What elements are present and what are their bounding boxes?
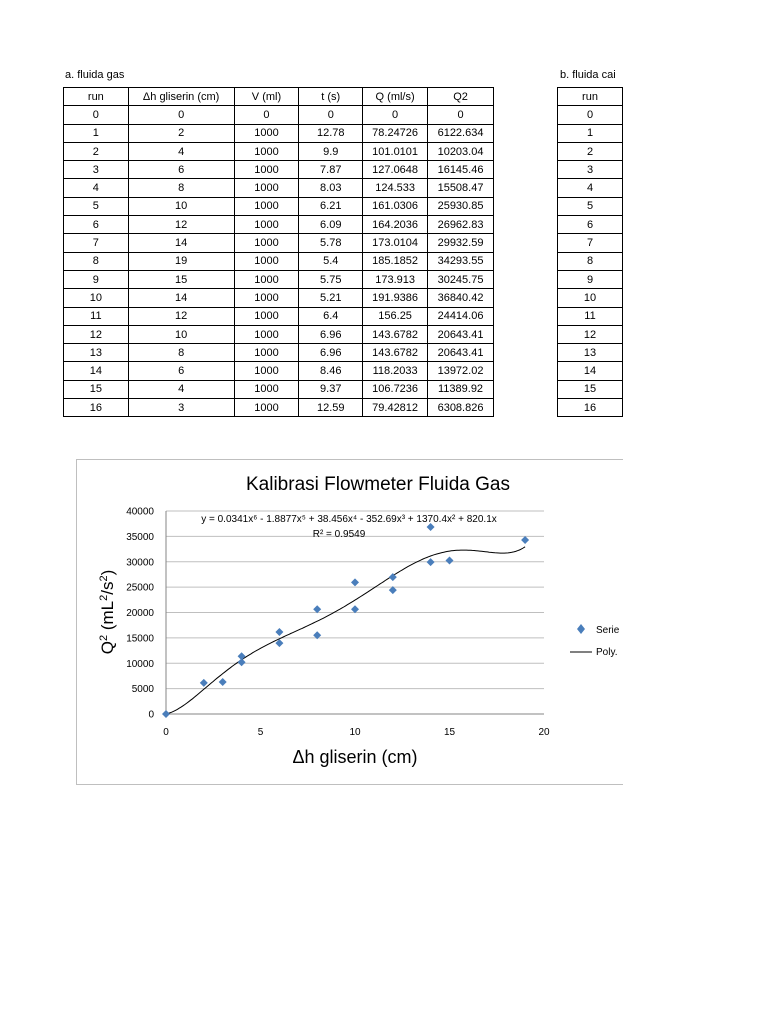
y-tick-label: 25000 [126, 582, 154, 594]
table-cell: 26962.83 [428, 216, 494, 234]
data-point-marker [446, 557, 454, 565]
table-cell: 1000 [234, 399, 299, 417]
data-point-marker [351, 578, 359, 586]
table-cell: 14 [558, 362, 623, 380]
x-tick-label: 0 [163, 727, 169, 738]
table-cell: 1000 [234, 325, 299, 343]
column-header: V (ml) [234, 88, 299, 106]
table-cell: 20643.41 [428, 344, 494, 362]
table-cell: 12 [558, 325, 623, 343]
table-cell: 13 [558, 344, 623, 362]
table-cell: 6 [558, 216, 623, 234]
chart-legend [570, 624, 620, 658]
legend-diamond-marker [577, 624, 585, 634]
table-cell: 5 [64, 197, 129, 215]
table-cell: 164.2036 [363, 216, 428, 234]
table-cell: 12.59 [299, 399, 363, 417]
table-cell: 0 [428, 106, 494, 124]
table-cell: 1000 [234, 216, 299, 234]
table-cell: 16 [558, 399, 623, 417]
column-header: Q (ml/s) [363, 88, 428, 106]
table-cell: 29932.59 [428, 234, 494, 252]
table-cell: 173.913 [363, 270, 428, 288]
column-header: Q2 [428, 88, 494, 106]
table-cell: 7 [64, 234, 129, 252]
table-cell: 1000 [234, 161, 299, 179]
table-cell: 3 [558, 161, 623, 179]
table-b-caption: b. fluida cai [560, 69, 616, 81]
table-cell: 8 [558, 252, 623, 270]
table-cell: 12.78 [299, 124, 363, 142]
table-cell: 5.75 [299, 270, 363, 288]
data-point-marker [238, 652, 246, 660]
table-cell: 5.4 [299, 252, 363, 270]
y-tick-label: 20000 [126, 608, 154, 619]
table-cell: 24414.06 [428, 307, 494, 325]
table-cell: 1000 [234, 289, 299, 307]
table-b-header: run [558, 88, 623, 106]
table-cell: 8.46 [299, 362, 363, 380]
table-cell: 191.9386 [363, 289, 428, 307]
table-cell: 36840.42 [428, 289, 494, 307]
table-cell: 78.24726 [363, 124, 428, 142]
table-cell: 16 [64, 399, 129, 417]
table-cell: 15 [558, 380, 623, 398]
column-header: Δh gliserin (cm) [128, 88, 234, 106]
table-cell: 156.25 [363, 307, 428, 325]
table-cell: 6 [128, 161, 234, 179]
legend-series-label: Serie [596, 625, 620, 636]
table-cell: 0 [299, 106, 363, 124]
table-cell: 1000 [234, 252, 299, 270]
table-cell: 6.96 [299, 344, 363, 362]
table-cell: 1000 [234, 380, 299, 398]
table-cell: 2 [128, 124, 234, 142]
table-cell: 5.21 [299, 289, 363, 307]
table-cell: 1000 [234, 307, 299, 325]
table-cell: 0 [558, 106, 623, 124]
table-cell: 2 [64, 142, 129, 160]
table-cell: 6122.634 [428, 124, 494, 142]
table-cell: 14 [128, 289, 234, 307]
y-tick-label: 0 [148, 709, 154, 721]
table-cell: 14 [128, 234, 234, 252]
table-cell: 11389.92 [428, 380, 494, 398]
trend-equation: y = 0.0341x⁶ - 1.8877x⁵ + 38.456x⁴ - 352.69x³ + 1370.4x² + 820.1x [201, 514, 497, 525]
table-cell: 3 [64, 161, 129, 179]
data-point-marker [162, 710, 170, 718]
table-cell: 10203.04 [428, 142, 494, 160]
page-cut-off [623, 0, 768, 1024]
table-cell: 13 [64, 344, 129, 362]
table-cell: 143.6782 [363, 344, 428, 362]
table-cell: 11 [64, 307, 129, 325]
table-cell: 4 [64, 179, 129, 197]
table-cell: 3 [128, 399, 234, 417]
table-cell: 0 [128, 106, 234, 124]
table-cell: 8 [128, 344, 234, 362]
x-tick-label: 20 [538, 727, 550, 738]
table-cell: 6308.826 [428, 399, 494, 417]
table-cell: 13972.02 [428, 362, 494, 380]
table-cell: 15 [64, 380, 129, 398]
table-cell: 15508.47 [428, 179, 494, 197]
table-cell: 9 [558, 270, 623, 288]
table-cell: 6.09 [299, 216, 363, 234]
y-tick-label: 5000 [131, 684, 154, 696]
table-cell: 161.0306 [363, 197, 428, 215]
y-tick-label: 10000 [126, 658, 154, 670]
r-squared: R² = 0.9549 [312, 529, 366, 540]
table-cell: 6 [128, 362, 234, 380]
table-cell: 8 [64, 252, 129, 270]
table-cell: 10 [128, 325, 234, 343]
table-cell: 25930.85 [428, 197, 494, 215]
table-cell: 12 [128, 216, 234, 234]
table-cell: 34293.55 [428, 252, 494, 270]
table-cell: 127.0648 [363, 161, 428, 179]
table-cell: 1000 [234, 179, 299, 197]
table-cell: 1000 [234, 234, 299, 252]
table-cell: 6.21 [299, 197, 363, 215]
table-cell: 1000 [234, 362, 299, 380]
table-cell: 5.78 [299, 234, 363, 252]
table-cell: 143.6782 [363, 325, 428, 343]
column-header: t (s) [299, 88, 363, 106]
y-tick-label: 35000 [126, 531, 154, 543]
table-cell: 16145.46 [428, 161, 494, 179]
table-cell: 9.9 [299, 142, 363, 160]
table-cell: 1 [64, 124, 129, 142]
table-cell: 0 [64, 106, 129, 124]
table-cell: 118.2033 [363, 362, 428, 380]
x-axis-label: Δh gliserin (cm) [292, 747, 418, 767]
table-cell: 20643.41 [428, 325, 494, 343]
table-cell: 12 [64, 325, 129, 343]
table-cell: 10 [558, 289, 623, 307]
table-cell: 1000 [234, 142, 299, 160]
y-axis-label: $Q^2$ $(mL^2/s^2)$ [98, 569, 117, 655]
table-cell: 101.0101 [363, 142, 428, 160]
x-tick-label: 10 [349, 727, 361, 738]
data-point-marker [521, 536, 529, 544]
table-cell: 14 [64, 362, 129, 380]
table-cell: 19 [128, 252, 234, 270]
table-cell: 4 [128, 380, 234, 398]
table-cell: 9.37 [299, 380, 363, 398]
table-cell: 173.0104 [363, 234, 428, 252]
table-cell: 1000 [234, 344, 299, 362]
table-cell: 6 [64, 216, 129, 234]
x-tick-label: 15 [443, 727, 456, 738]
table-cell: 8 [128, 179, 234, 197]
table-cell: 124.533 [363, 179, 428, 197]
table-cell: 1 [558, 124, 623, 142]
chart-title: Kalibrasi Flowmeter Fluida Gas [246, 474, 510, 495]
table-cell: 8.03 [299, 179, 363, 197]
table-cell: 10 [128, 197, 234, 215]
table-cell: 2 [558, 142, 623, 160]
table-cell: 79.42812 [363, 399, 428, 417]
table-cell: 9 [64, 270, 129, 288]
y-tick-label: 40000 [126, 506, 154, 518]
legend-trend-label: Poly. [596, 647, 618, 658]
y-tick-label: 30000 [126, 557, 154, 569]
table-cell: 185.1852 [363, 252, 428, 270]
table-cell: 0 [363, 106, 428, 124]
table-cell: 30245.75 [428, 270, 494, 288]
table-cell: 12 [128, 307, 234, 325]
data-point-marker [427, 558, 435, 566]
table-cell: 5 [558, 197, 623, 215]
table-cell: 15 [128, 270, 234, 288]
table-cell: 4 [128, 142, 234, 160]
y-tick-label: 15000 [126, 633, 154, 645]
table-cell: 1000 [234, 197, 299, 215]
table-cell: 6.4 [299, 307, 363, 325]
data-point-marker [219, 678, 227, 686]
table-cell: 0 [234, 106, 299, 124]
table-cell: 6.96 [299, 325, 363, 343]
table-cell: 7.87 [299, 161, 363, 179]
column-header: run [64, 88, 129, 106]
x-tick-label: 5 [257, 727, 264, 738]
table-a-caption: a. fluida gas [65, 69, 125, 81]
table-cell: 10 [64, 289, 129, 307]
table-cell: 7 [558, 234, 623, 252]
data-point-marker [200, 679, 208, 687]
table-cell: 11 [558, 307, 623, 325]
table-cell: 106.7236 [363, 380, 428, 398]
data-point-marker [275, 628, 283, 636]
table-cell: 1000 [234, 124, 299, 142]
table-cell: 4 [558, 179, 623, 197]
table-cell: 1000 [234, 270, 299, 288]
